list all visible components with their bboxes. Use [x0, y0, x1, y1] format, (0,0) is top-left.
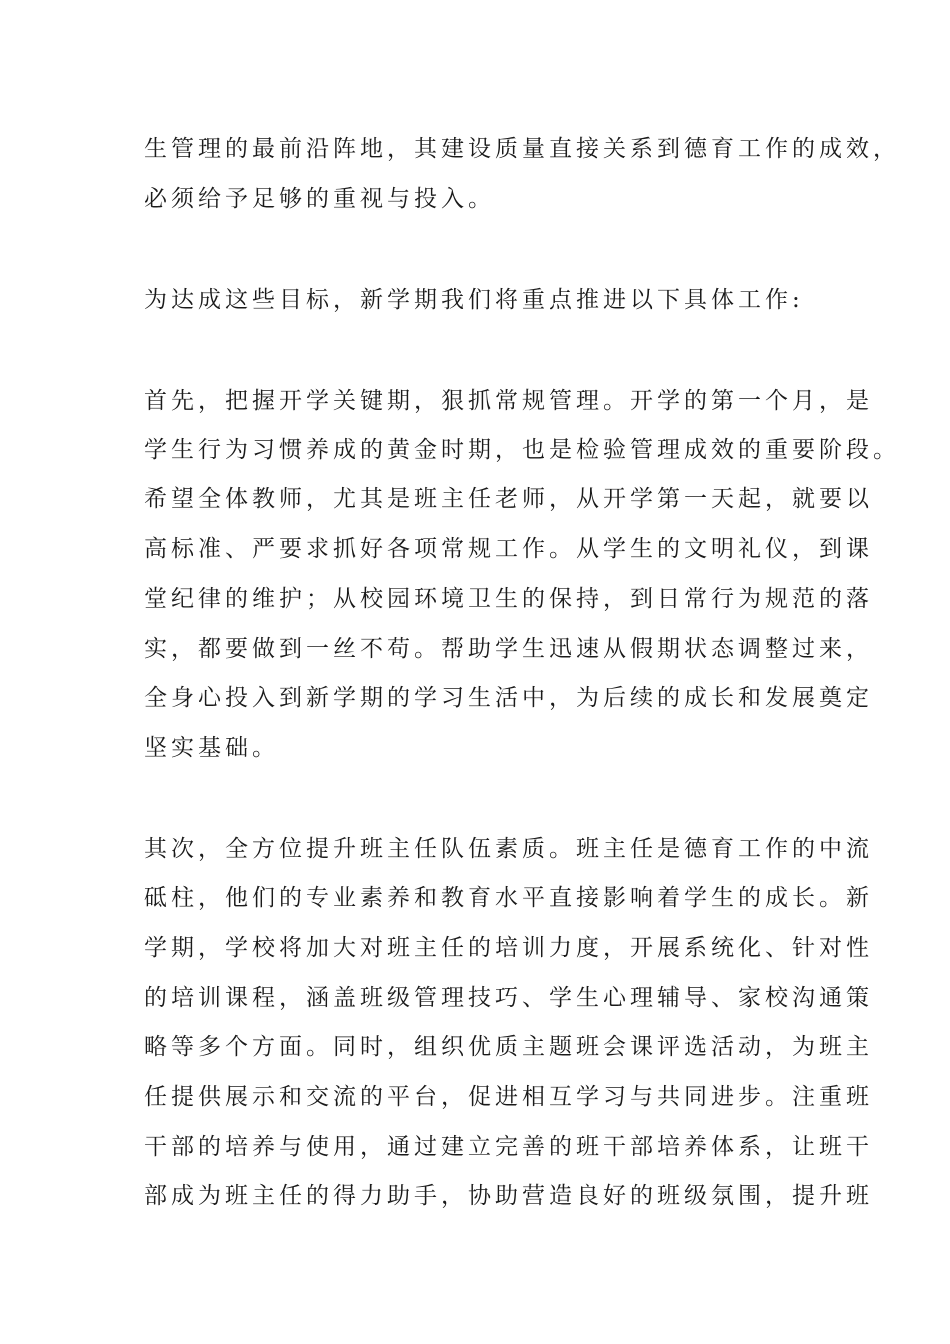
text-line: 学期，学校将加大对班主任的培训力度，开展系统化、针对性 [144, 935, 873, 961]
text-line: 其次，全方位提升班主任队伍素质。班主任是德育工作的中流 [144, 836, 873, 862]
text-line: 的培训课程，涵盖班级管理技巧、学生心理辅导、家校沟通策 [144, 985, 873, 1011]
text-line: 首先，把握开学关键期，狠抓常规管理。开学的第一个月，是 [144, 388, 873, 414]
text-line: 学生行为习惯养成的黄金时期，也是检验管理成效的重要阶段。 [144, 437, 900, 463]
text-line: 略等多个方面。同时，组织优质主题班会课评选活动，为班主 [144, 1034, 873, 1060]
text-line: 坚实基础。 [144, 735, 279, 761]
text-line: 希望全体教师，尤其是班主任老师，从开学第一天起，就要以 [144, 486, 873, 512]
text-line: 实，都要做到一丝不苟。帮助学生迅速从假期状态调整过来， [144, 636, 873, 662]
text-line: 必须给予足够的重视与投入。 [144, 186, 495, 212]
text-line: 高标准、严要求抓好各项常规工作。从学生的文明礼仪，到课 [144, 536, 873, 562]
text-line: 砥柱，他们的专业素养和教育水平直接影响着学生的成长。新 [144, 885, 873, 911]
text-line: 干部的培养与使用，通过建立完善的班干部培养体系，让班干 [144, 1134, 873, 1160]
text-line: 全身心投入到新学期的学习生活中，为后续的成长和发展奠定 [144, 685, 873, 711]
text-line: 堂纪律的维护；从校园环境卫生的保持，到日常行为规范的落 [144, 586, 873, 612]
text-line: 生管理的最前沿阵地，其建设质量直接关系到德育工作的成效， [144, 136, 900, 162]
text-line: 部成为班主任的得力助手，协助营造良好的班级氛围，提升班 [144, 1183, 873, 1209]
text-line: 为达成这些目标，新学期我们将重点推进以下具体工作: [144, 287, 804, 313]
text-line: 任提供展示和交流的平台，促进相互学习与共同进步。注重班 [144, 1084, 873, 1110]
